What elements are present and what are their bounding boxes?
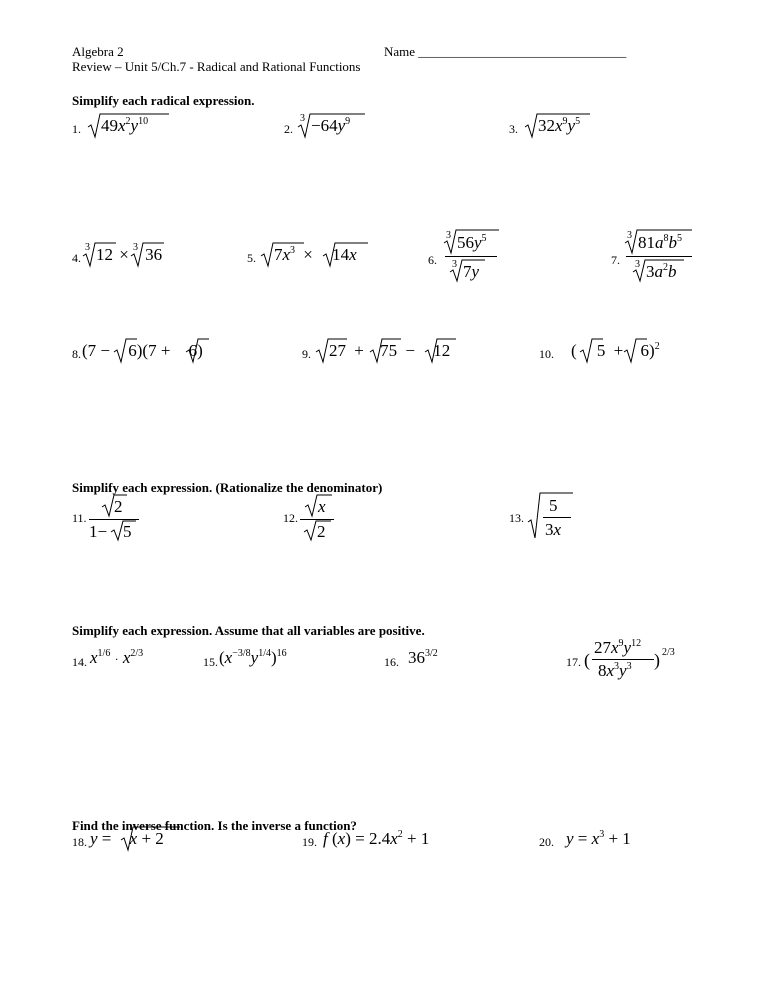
problem-number-3: 3. — [509, 122, 518, 136]
problem-8-expression: (7 − 6)(7 + 6) — [82, 338, 175, 358]
problem-number-5: 5. — [247, 251, 256, 265]
problem-17-expression: ( $27x^9y^{12}$ $8x^3y^3$ ) 2/3 — [584, 638, 675, 680]
problem-number-18: 18. — [72, 835, 87, 849]
problem-number-7: 7. — [611, 253, 620, 267]
problem-15-expression: $(x^{-3/8}y^{1/4})^{16}$ — [219, 648, 287, 667]
problem-number-2: 2. — [284, 122, 293, 136]
section-heading-2: Simplify each expression. (Rationalize the denominator) — [72, 480, 383, 495]
fraction-bar — [626, 256, 692, 257]
problem-number-12: 12. — [283, 511, 298, 525]
problem-number-17: 17. — [566, 655, 581, 669]
problem-number-20: 20. — [539, 835, 554, 849]
fraction-bar — [543, 517, 571, 518]
problem-13-expression: 5 3x — [527, 492, 577, 542]
problem-number-15: 15. — [203, 655, 218, 669]
fraction-bar — [592, 659, 654, 660]
section-heading-4: Find the inverse function. Is the inverse a function? — [72, 818, 357, 833]
name-field: Name ________________________________ — [384, 44, 627, 59]
section-heading-3: Simplify each expression. Assume that all variables are positive. — [72, 623, 425, 638]
problem-number-4: 4. — [72, 251, 81, 265]
problem-20-expression: $y = x^3 + 1$ — [566, 829, 631, 848]
problem-19-expression: f $(x) = 2.4x^2 + 1$ — [323, 829, 430, 848]
problem-5-expression: $7x^3$ × 14x — [260, 242, 324, 262]
problem-number-19: 19. — [302, 835, 317, 849]
problem-number-16: 16. — [384, 655, 399, 669]
problem-11-expression: 2 1− 5 — [89, 494, 139, 542]
fraction-bar — [445, 256, 497, 257]
problem-18-expression: y = x + 2 — [90, 826, 150, 846]
problem-number-8: 8. — [72, 347, 81, 361]
unit-subtitle: Review – Unit 5/Ch.7 - Radical and Rational Functions — [72, 59, 361, 74]
problem-16-expression: $36^{3/2}$ — [408, 648, 438, 667]
course-title: Algebra 2 — [72, 44, 124, 59]
problem-1-expression: $49x^2y^{10}$ — [87, 113, 134, 133]
problem-12-expression: x 2 — [300, 494, 336, 542]
problem-number-11: 11. — [72, 511, 87, 525]
problem-number-1: 1. — [72, 122, 81, 136]
problem-14-expression: $x^{1/6} \cdot x^{2/3}$ — [90, 648, 144, 667]
problem-3-expression: $32x^9y^5$ — [524, 113, 566, 133]
problem-10-expression: ( 5 + 6)$^2$ — [571, 338, 627, 358]
problem-2-expression: 3 $-64y^9$ — [297, 113, 336, 133]
section-heading-1: Simplify each radical expression. — [72, 93, 255, 108]
problem-7-expression: 3 $81a^8b^5$ 3 $3a^2b$ — [624, 229, 696, 285]
problem-number-9: 9. — [302, 347, 311, 361]
problem-9-expression: 27 + 75 − 12 — [315, 338, 402, 358]
problem-number-6: 6. — [428, 253, 437, 267]
problem-6-expression: 3 $56y^5$ 3 7y — [443, 229, 499, 285]
problem-4-expression: 3 12 × 3 36 — [82, 242, 134, 262]
problem-number-14: 14. — [72, 655, 87, 669]
problem-number-13: 13. — [509, 511, 524, 525]
problem-number-10: 10. — [539, 347, 554, 361]
